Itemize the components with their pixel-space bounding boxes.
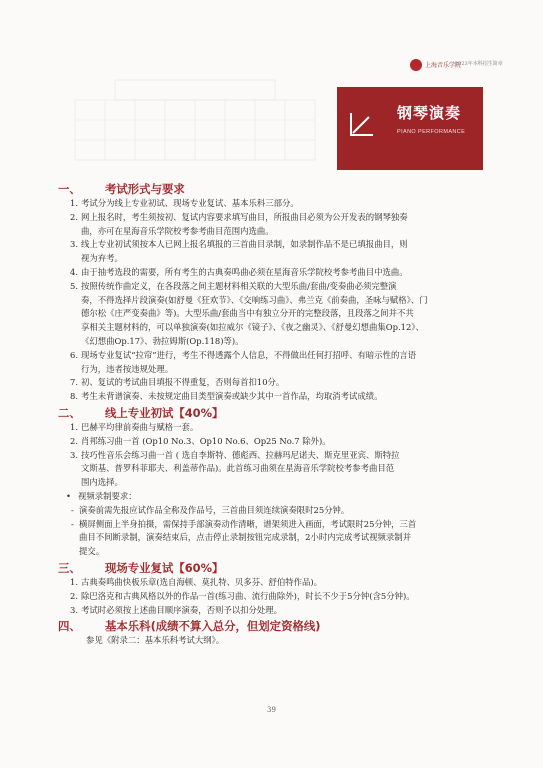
item-number: 4.	[70, 266, 78, 277]
dash-item	[71, 518, 488, 559]
list-item	[58, 604, 488, 618]
list-item	[58, 349, 488, 377]
text-line: 由于抽考选段的需要，所有考生的古典奏鸣曲必须在星海音乐学院校考参考曲目中选曲。	[81, 266, 408, 277]
text-line: 曲，亦可在星海音乐学院校考参考曲目范围内选曲。	[81, 225, 274, 236]
item-number: 2.	[70, 211, 78, 222]
list-item	[58, 280, 488, 349]
item-text	[81, 376, 488, 390]
item-text	[81, 211, 488, 239]
list-item	[58, 449, 488, 490]
text-line: 围内选择。	[81, 477, 123, 488]
building-illustration	[55, 70, 335, 170]
dash-item	[71, 504, 488, 518]
item-text	[81, 349, 488, 377]
text-line: 行为，违者按违规处理。	[81, 363, 174, 374]
text-line: 曲目不间断录制，演奏结束后，点击停止录制按钮完成录制，2小时内完成考试视频录制并	[79, 532, 411, 543]
item-text	[81, 590, 488, 604]
item-text	[81, 390, 488, 404]
text-line: 视为弃考。	[81, 253, 123, 264]
banner-title: 钢琴演奏	[397, 104, 462, 122]
list-item	[58, 376, 488, 390]
item-number: 3.	[70, 604, 78, 615]
text-line: 考试分为线上专业初试、现场专业复试、基本乐科三部分。	[81, 198, 299, 208]
text-line: 德尔松《庄严变奏曲》等)。大型乐曲/套曲当中有独立分开的完整段落，且段落之间并不共	[81, 308, 414, 319]
dash-text	[79, 504, 488, 518]
list-item	[58, 435, 488, 449]
section-number: 二、	[58, 405, 81, 420]
text-line: 线上专业初试须按本人已网上报名填报的三首曲目录制，如录制作品不是已填报曲目，则	[81, 239, 408, 250]
item-number: 6.	[70, 349, 78, 360]
section-heading	[58, 618, 488, 634]
header-school-name: 上海音乐学院	[425, 62, 462, 69]
banner-subtitle: PIANO PERFORMANCE	[397, 129, 466, 135]
text-line: 网上报名时，考生须按初、复试内容要求填写曲目，所报曲目必须为公开发表的钢琴独奏	[81, 211, 408, 222]
text-line: 考试时必须按上述曲目顺序演奏，否则予以扣分处理。	[81, 604, 282, 615]
text-line: 《幻想曲Op.17》、勃拉姆斯(Op.118)等)。	[81, 335, 244, 346]
list-item	[58, 197, 488, 211]
item-number: 7.	[70, 377, 78, 388]
text-line: 古典奏鸣曲快板乐章(选自海顿、莫扎特、贝多芬、舒伯特作品)。	[81, 576, 323, 587]
item-text	[81, 604, 488, 618]
item-number: 1.	[70, 198, 78, 208]
section-number: 四、	[58, 619, 81, 634]
item-number: 3.	[70, 449, 78, 460]
section-title: 线上专业初试【40%】	[105, 405, 224, 420]
list-item	[58, 576, 488, 590]
list-item	[58, 421, 488, 435]
text-line: 初、复试的考试曲目填报不得重复，否则每首扣10分。	[81, 377, 285, 388]
section-number: 三、	[58, 560, 81, 575]
item-text	[81, 197, 488, 211]
dash-marker: -	[71, 518, 74, 529]
item-number: 3.	[70, 239, 78, 250]
section-heading	[58, 560, 488, 576]
section-banner	[337, 87, 483, 170]
item-number: 2.	[70, 435, 78, 446]
item-number: 5.	[70, 280, 78, 291]
text-line: 演奏前需先报应试作品全称及作品号，三首曲目须连续演奏限时25分钟。	[79, 504, 350, 515]
text-line: 巴赫平均律前奏曲与赋格一套。	[81, 421, 199, 432]
item-text	[81, 435, 488, 449]
list-item	[58, 211, 488, 239]
text-line: 按照传统作曲定义，在各段落之间主题材料相关联的大型乐曲/套曲/变奏曲必须完整演	[81, 280, 397, 291]
item-text	[81, 449, 488, 490]
text-line: 现场专业复试“拉帘”进行，考生不得透露个人信息，不得做出任何打招呼、有暗示性的言语	[81, 349, 417, 360]
section-heading	[58, 181, 488, 197]
page-number: 39	[267, 706, 276, 714]
item-text	[81, 238, 488, 266]
item-number: 8.	[70, 391, 78, 402]
section-title: 基本乐科(成绩不算入总分，但划定资格线)	[105, 619, 321, 634]
arrow-corner-icon	[349, 111, 375, 137]
text-line: 横屏侧面上半身拍摄，需保持手部演奏动作清晰，谱架须进入画面，考试限时25分钟，三首	[79, 518, 417, 529]
text-line: 文斯基、普罗科菲耶夫、利盖蒂作品)。此首练习曲须在星海音乐学院校考参考曲目范	[81, 463, 395, 474]
dash-text	[79, 518, 488, 559]
item-text	[81, 421, 488, 435]
section-number: 一、	[58, 182, 81, 196]
dash-marker: -	[71, 504, 74, 515]
item-text	[81, 266, 488, 280]
reference-text: 参见《附录二：基本乐科考试大纲》。	[86, 635, 225, 646]
item-number: 2.	[70, 590, 78, 601]
item-text	[81, 576, 488, 590]
text-line: 奏，不得选择片段演奏(如舒曼《狂欢节》、《交响练习曲》、弗兰克《前奏曲，圣咏与赋格》、门	[81, 294, 428, 305]
list-item	[58, 390, 488, 404]
item-number: 1.	[70, 576, 78, 587]
text-line: 除巴洛克和古典风格以外的作品一首(练习曲、流行曲除外)，时长不少于5分钟(含5分钟)。	[81, 590, 415, 601]
header-guide-title: 2023年本科招生简章	[455, 61, 503, 67]
section-heading	[58, 405, 488, 421]
section-title: 考试形式与要求	[105, 182, 185, 196]
school-seal-icon	[410, 59, 422, 71]
item-number: 1.	[70, 421, 78, 432]
bullet-icon: •	[66, 490, 71, 501]
text-line: 提交。	[79, 546, 105, 557]
video-heading-text: 视频录制要求：	[78, 490, 137, 501]
video-requirements-heading	[66, 490, 488, 504]
list-item	[58, 238, 488, 266]
exam-requirements	[58, 180, 488, 648]
list-item	[58, 266, 488, 280]
text-line: 肖邦练习曲一首 (Op10 No.3、Op10 No.6、Op25 No.7 除外)。	[81, 435, 331, 446]
text-line: 考生未背谱演奏、未按规定曲目类型演奏或缺少其中一首作品，均取消考试成绩。	[81, 391, 383, 402]
item-text	[81, 280, 488, 349]
text-line: 技巧性音乐会练习曲一首 ( 选自李斯特、德彪西、拉赫玛尼诺夫、斯克里亚宾、斯特拉	[81, 449, 400, 460]
list-item	[58, 590, 488, 604]
text-line: 享相关主题材料的，可以单独演奏(如拉威尔《镜子》、《夜之幽灵》、《舒曼幻想曲集Op.12》、	[81, 322, 424, 333]
section-title: 现场专业复试【60%】	[105, 560, 224, 575]
